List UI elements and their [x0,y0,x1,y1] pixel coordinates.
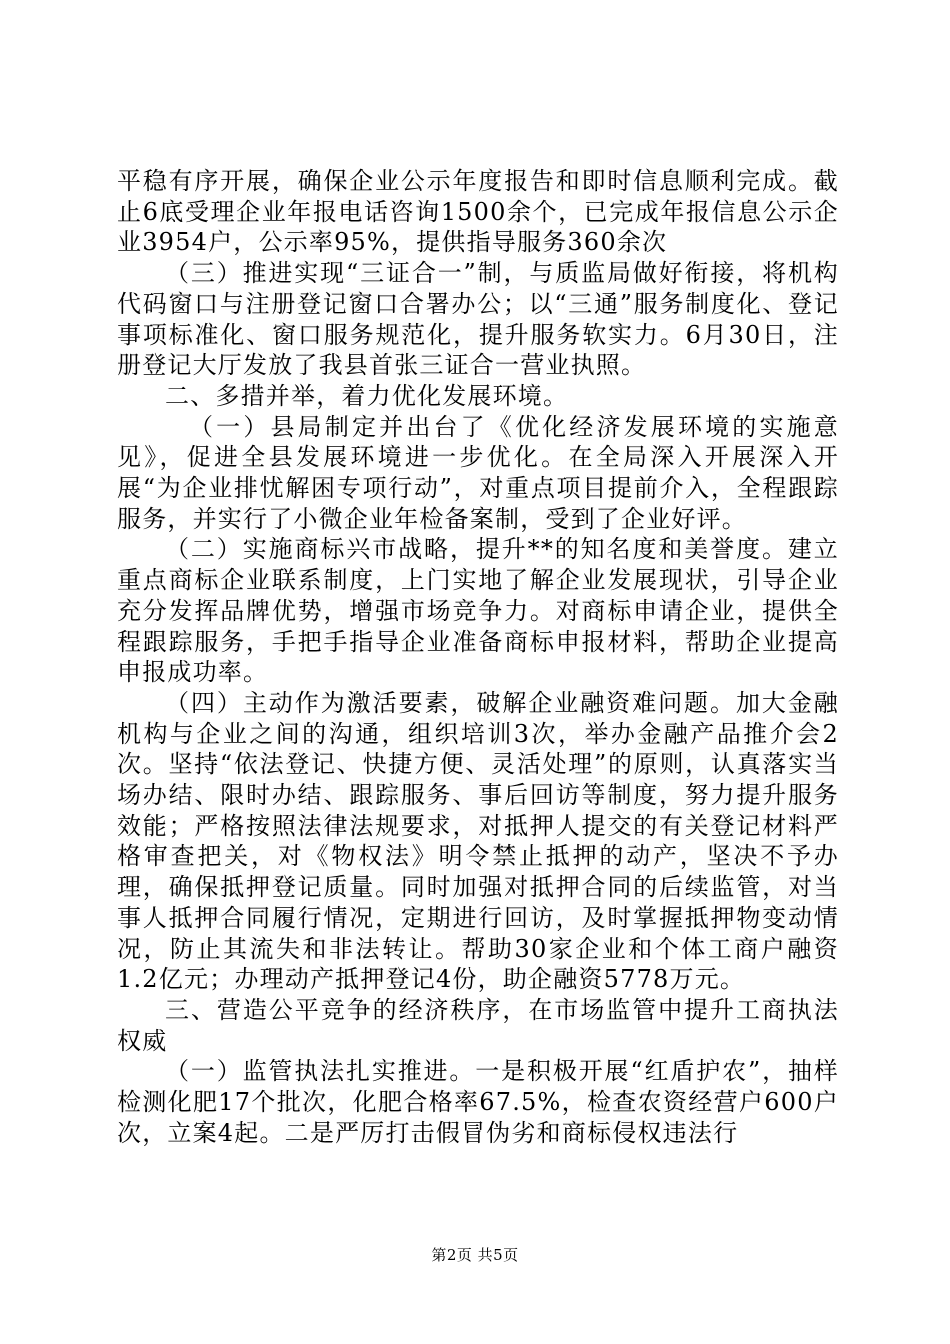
heading-section-two: 二、多措并举，着力优化发展环境。 [165,381,569,410]
paragraph-annual-report: 平稳有序开展，确保企业公示年度报告和即时信息顺利完成。截止6底受理企业年报电话咨询1500余个，已完成年报信息公示企业3954户，公示率95%，提供指导服务360余次 [117,167,839,257]
page-footer: 第2页 共5页 [431,1246,519,1264]
paragraph-supervision: （一）监管执法扎实推进。一是积极开展“红盾护农”，抽样检测化肥17个批次，化肥合格率67.5%，检查农资经营户600户次，立案4起。二是严厉打击假冒伪劣和商标侵权违法行 [117,1057,839,1147]
paragraph-environment-opinion: （一）县局制定并出台了《优化经济发展环境的实施意见》，促进全县发展环境进一步优化。在全局深入开展深入开展“为企业排忧解困专项行动”，对重点项目提前介入，全程跟踪服务，并实行了小微企业年检备案制，受到了企业好评。 [117,412,839,533]
paragraph-financing: （四）主动作为激活要素，破解企业融资难问题。加大金融机构与企业之间的沟通，组织培训3次，举办金融产品推介会2次。坚持“依法登记、快捷方便、灵活处理”的原则，认真落实当场办结、限时办结、跟踪服务、事后回访等制度，努力提升服务效能；严格按照法律法规要求，对抵押人提交的有关登记材料严格审查把关，对《物权法》明令禁止抵押的动产，坚决不予办理，确保抵押登记质量。同时加强对抵押合同的后续监管，对当事人抵押合同履行情况，定期进行回访，及时掌握抵押物变动情况，防止其流失和非法转让。帮助30家企业和个体工商户融资1.2亿元；办理动产抵押登记4份，助企融资5778万元。 [117,688,839,994]
paragraph-trademark-strategy: （二）实施商标兴市战略，提升**的知名度和美誉度。建立重点商标企业联系制度，上门实地了解企业发展现状，引导企业充分发挥品牌优势，增强市场竞争力。对商标申请企业，提供全程跟踪服务，手把手指导企业准备商标申报材料，帮助企业提高申报成功率。 [117,535,839,687]
paragraph-three-certificates: （三）推进实现“三证合一”制，与质监局做好衔接，将机构代码窗口与注册登记窗口合署办公；以“三通”服务制度化、登记事项标准化、窗口服务规范化，提升服务软实力。6月30日，注册登记大厅发放了我县首张三证合一营业执照。 [117,259,839,380]
document-body [117,166,839,1149]
heading-section-three: 三、营造公平竞争的经济秩序，在市场监管中提升工商执法权威 [117,995,839,1055]
